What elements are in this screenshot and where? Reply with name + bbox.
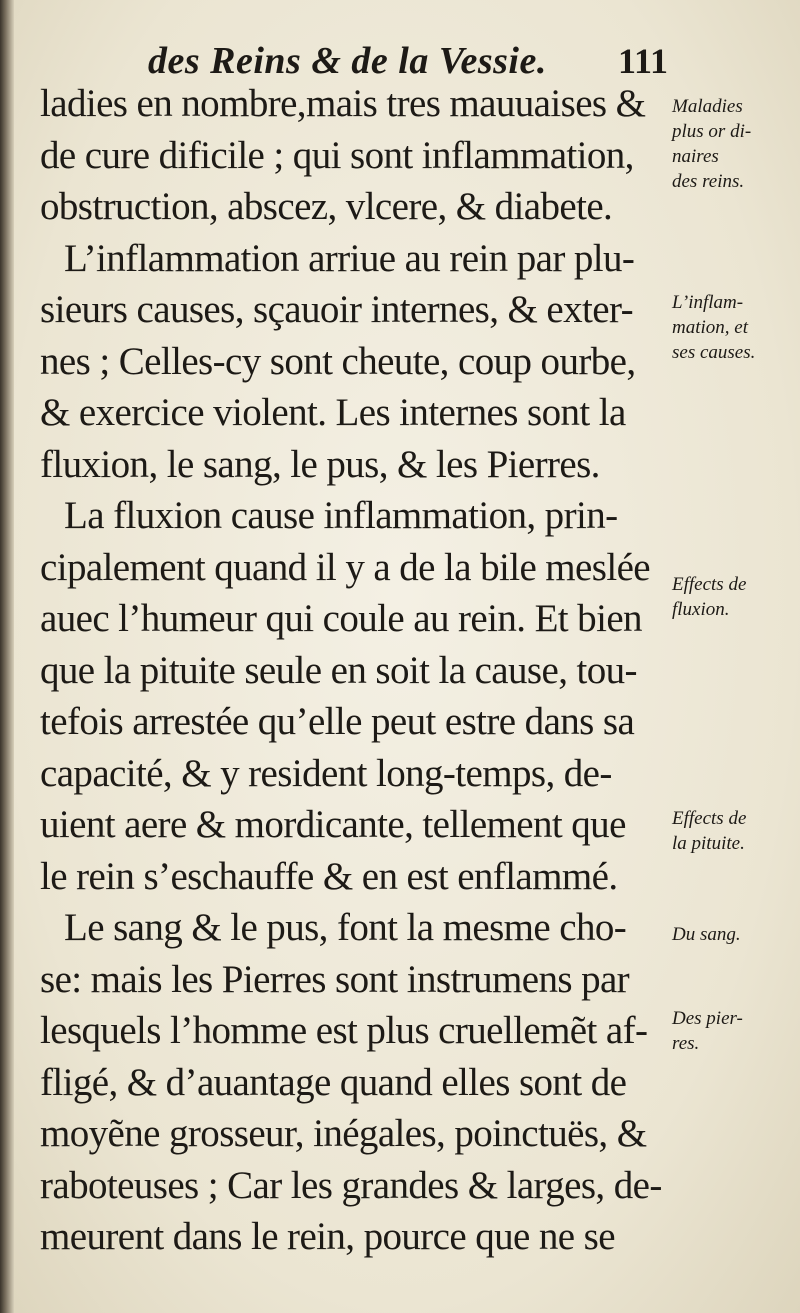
text-line: nes ; Celles-cy sont cheute, coup ourbe, (40, 339, 636, 383)
text-line: fligé, & d’auantage quand elles sont de (40, 1060, 627, 1104)
margin-note-line: plus or di- (672, 121, 752, 142)
text-line: meurent dans le rein, pource que ne se (40, 1215, 615, 1258)
margin-note-sang (672, 922, 794, 947)
text-line: capacité, & y resident long-temps, de- (40, 751, 612, 795)
margin-note-line: ses causes. (672, 342, 756, 363)
margin-note-inflammation (672, 290, 794, 365)
margin-note-line: L’inflam- (672, 292, 744, 313)
text-line: raboteuses ; Car les grandes & larges, de- (40, 1163, 662, 1207)
margin-note-maladies (672, 94, 794, 194)
text-line: moyẽne grosseur, inégales, poinctuës, & (40, 1112, 647, 1155)
text-line: auec l’humeur qui coule au rein. Et bien (40, 597, 642, 640)
margin-note-line: Du sang. (672, 924, 741, 945)
margin-note-line: naires (672, 146, 719, 167)
text-line: sieurs causes, sçauoir internes, & exter- (40, 288, 633, 331)
margin-note-line: la pituite. (672, 833, 745, 854)
text-line: tefois arrestée qu’elle peut estre dans sa (40, 700, 635, 743)
text-line: se: mais les Pierres sont instrumens par (40, 957, 630, 1001)
text-line: de cure dificile ; qui sont inflammation, (40, 133, 634, 177)
book-spine-shadow (0, 0, 14, 1313)
margin-note-line: des reins. (672, 171, 745, 192)
text-line: ladies en nombre,mais tres mauuaises & (40, 82, 646, 125)
margin-note-line: mation, et (672, 317, 748, 338)
text-line: obstruction, abscez, vlcere, & diabete. (40, 185, 613, 228)
paragraph-start-line: Le sang & le pus, font la mesme cho- (64, 906, 627, 949)
page-number: 111 (617, 41, 668, 81)
margin-note-line: Effects de (672, 574, 747, 595)
text-line: le rein s’eschauffe & en est enflammé. (40, 854, 618, 898)
text-line: lesquels l’homme est plus cruellemẽt af- (40, 1009, 648, 1052)
text-line: & exercice violent. Les internes sont la (40, 391, 626, 434)
margin-notes (672, 0, 792, 1313)
text-line: que la pituite seule en soit la cause, tou- (40, 648, 637, 692)
margin-note-line: res. (672, 1033, 700, 1054)
paragraph-start-line: L’inflammation arriue au rein par plu- (64, 236, 635, 280)
running-title: des Reins & de la Vessie. (148, 40, 547, 82)
margin-note-line: Maladies (672, 96, 743, 117)
text-line: fluxion, le sang, le pus, & les Pierres. (40, 442, 600, 486)
margin-note-fluxion (672, 572, 794, 622)
margin-note-pituite (672, 806, 794, 856)
margin-note-line: Effects de (672, 808, 747, 829)
paragraph-start-line: La fluxion cause inflammation, prin- (64, 494, 618, 537)
margin-note-line: Des pier- (672, 1008, 743, 1029)
margin-note-line: fluxion. (672, 599, 730, 620)
body-text (40, 78, 666, 1263)
text-line: uient aere & mordicante, tellement que (40, 803, 626, 846)
margin-note-pierres (672, 1006, 794, 1056)
text-line: cipalement quand il y a de la bile meslée (40, 545, 650, 589)
